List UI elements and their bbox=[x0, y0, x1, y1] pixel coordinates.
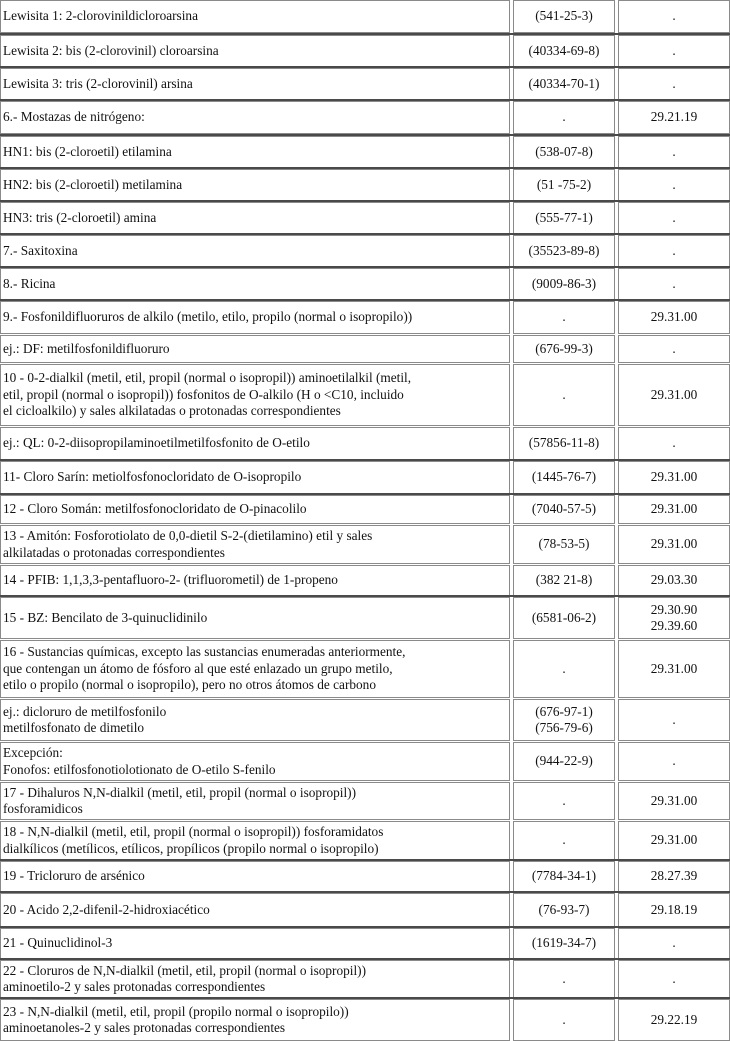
cas-number-text: (1619-34-7) bbox=[531, 935, 597, 951]
cas-number-text: (382 21-8) bbox=[535, 572, 593, 588]
substance-name-text: 22 - Cloruros de N,N-dialkil (metil, etil, propil (normal o isopropil)) aminoetilo-2 y sales protonadas correspondientes bbox=[3, 962, 367, 994]
tariff-code-cell bbox=[618, 893, 730, 927]
substance-name-cell bbox=[0, 68, 510, 100]
cas-number-cell bbox=[513, 364, 615, 426]
substance-name-cell bbox=[0, 525, 510, 564]
table-row bbox=[0, 427, 730, 460]
cas-number-cell bbox=[513, 461, 615, 494]
substance-name-text: 16 - Sustancias químicas, excepto las sustancias enumeradas anteriormente, que contengan un átomo de fósforo al que esté enlazado un grupo metilo, etilo o propilo (normal o isopropilo), pero no otros átomos de carbono bbox=[3, 644, 406, 693]
substance-name-text: 19 - Tricloruro de arsénico bbox=[3, 868, 145, 884]
tariff-code-cell bbox=[618, 782, 730, 820]
substance-name-cell bbox=[0, 335, 510, 363]
tariff-code-cell bbox=[618, 68, 730, 100]
cas-number-cell bbox=[513, 235, 615, 267]
tariff-code-text: 29.31.00 bbox=[650, 660, 698, 676]
table-row bbox=[0, 335, 730, 363]
tariff-code-cell bbox=[618, 169, 730, 201]
substance-name-cell bbox=[0, 742, 510, 781]
substance-name-cell bbox=[0, 960, 510, 998]
tariff-code-text: . bbox=[672, 209, 676, 225]
substance-name-cell bbox=[0, 268, 510, 300]
substance-name-cell bbox=[0, 235, 510, 267]
cas-number-cell bbox=[513, 136, 615, 168]
tariff-code-cell bbox=[618, 565, 730, 596]
tariff-code-text: 29.22.19 bbox=[650, 1011, 698, 1027]
substance-name-text: 13 - Amitón: Fosforotiolato de 0,0-dietil S-2-(dietilamino) etil y sales alkilatadas o protonadas correspondientes bbox=[3, 528, 373, 560]
tariff-code-text: 29.31.00 bbox=[650, 536, 698, 552]
substance-name-text: 17 - Dihaluros N,N-dialkil (metil, etil, propil (normal o isopropil)) fosforamidicos bbox=[3, 784, 357, 816]
substance-name-cell bbox=[0, 0, 510, 33]
substance-name-text: 14 - PFIB: 1,1,3,3-pentafluoro-2- (trifluorometil) de 1-propeno bbox=[3, 572, 338, 588]
cas-number-text: (57856-11-8) bbox=[528, 435, 600, 451]
cas-number-text: (40334-69-8) bbox=[528, 42, 600, 58]
table-row bbox=[0, 461, 730, 494]
cas-number-text: . bbox=[562, 832, 566, 848]
table-row bbox=[0, 268, 730, 300]
cas-number-cell bbox=[513, 960, 615, 998]
tariff-code-cell bbox=[618, 640, 730, 698]
tariff-code-cell bbox=[618, 301, 730, 334]
tariff-code-text: . bbox=[672, 275, 676, 291]
substance-name-cell bbox=[0, 782, 510, 820]
table-row bbox=[0, 169, 730, 201]
substance-name-text: 10 - 0-2-dialkil (metil, etil, propil (normal o isopropil)) aminoetilalkil (metil, etil, propil (normal o isopropil)) fosfonitos de O-alkilo (H o <C10, incluido el cicloalkilo) y sales alkilatadas o protonadas correspondientes bbox=[3, 370, 412, 419]
cas-number-text: (555-77-1) bbox=[535, 209, 593, 225]
table-row bbox=[0, 640, 730, 698]
cas-number-text: (676-99-3) bbox=[535, 340, 593, 356]
substance-name-cell bbox=[0, 999, 510, 1041]
tariff-code-cell bbox=[618, 268, 730, 300]
tariff-code-cell bbox=[618, 0, 730, 33]
tariff-code-text: 29.31.00 bbox=[650, 832, 698, 848]
cas-number-cell bbox=[513, 202, 615, 234]
cas-number-text: (35523-89-8) bbox=[528, 242, 600, 258]
substance-name-cell bbox=[0, 136, 510, 168]
substance-name-text: 8.- Ricina bbox=[3, 275, 56, 291]
table-row bbox=[0, 699, 730, 741]
cas-number-cell bbox=[513, 861, 615, 892]
cas-number-text: (6581-06-2) bbox=[531, 609, 597, 625]
substance-name-text: ej.: QL: 0-2-diisopropilaminoetilmetilfosfonito de O-etilo bbox=[3, 435, 310, 451]
cas-number-text: . bbox=[562, 309, 566, 325]
tariff-code-text: . bbox=[672, 340, 676, 356]
cas-number-cell bbox=[513, 928, 615, 959]
cas-number-cell bbox=[513, 640, 615, 698]
tariff-code-text: 29.18.19 bbox=[650, 901, 698, 917]
substance-name-cell bbox=[0, 301, 510, 334]
substance-name-cell bbox=[0, 35, 510, 67]
tariff-code-text: 29.31.00 bbox=[650, 386, 698, 402]
cas-number-cell bbox=[513, 101, 615, 134]
cas-number-cell bbox=[513, 169, 615, 201]
cas-number-text: . bbox=[562, 1011, 566, 1027]
cas-number-text: (944-22-9) bbox=[535, 753, 593, 769]
substance-name-cell bbox=[0, 495, 510, 524]
substance-name-cell bbox=[0, 893, 510, 927]
cas-number-cell bbox=[513, 495, 615, 524]
substance-name-cell bbox=[0, 427, 510, 460]
cas-number-cell bbox=[513, 893, 615, 927]
tariff-code-text: . bbox=[672, 242, 676, 258]
substance-name-text: ej.: DF: metilfosfonildifluoruro bbox=[3, 340, 170, 356]
cas-number-cell bbox=[513, 335, 615, 363]
cas-number-text: (538-07-8) bbox=[535, 143, 593, 159]
table-row bbox=[0, 0, 730, 33]
tariff-code-text: . bbox=[672, 435, 676, 451]
substance-name-text: Lewisita 1: 2-clorovinildicloroarsina bbox=[3, 8, 198, 24]
cas-number-text: . bbox=[562, 109, 566, 125]
substance-name-cell bbox=[0, 928, 510, 959]
tariff-code-text: 29.31.00 bbox=[650, 501, 698, 517]
tariff-code-cell bbox=[618, 136, 730, 168]
cas-number-text: . bbox=[562, 660, 566, 676]
table-row bbox=[0, 861, 730, 892]
cas-number-cell bbox=[513, 699, 615, 741]
table-row bbox=[0, 821, 730, 860]
cas-number-cell bbox=[513, 301, 615, 334]
table-row bbox=[0, 525, 730, 564]
tariff-code-text: . bbox=[672, 753, 676, 769]
cas-number-text: (1445-76-7) bbox=[531, 469, 597, 485]
substance-name-text: 9.- Fosfonildifluoruros de alkilo (metilo, etilo, propilo (normal o isopropilo)) bbox=[3, 309, 413, 325]
substance-name-cell bbox=[0, 821, 510, 860]
table-row bbox=[0, 202, 730, 234]
cas-number-cell bbox=[513, 742, 615, 781]
cas-number-cell bbox=[513, 525, 615, 564]
cas-number-text: (9009-86-3) bbox=[531, 275, 597, 291]
substance-name-cell bbox=[0, 364, 510, 426]
tariff-code-text: . bbox=[672, 143, 676, 159]
substance-name-text: Lewisita 3: tris (2-clorovinil) arsina bbox=[3, 75, 193, 91]
tariff-code-text: 29.03.30 bbox=[650, 572, 698, 588]
substance-name-text: Lewisita 2: bis (2-clorovinil) cloroarsina bbox=[3, 42, 219, 58]
tariff-code-text: 29.31.00 bbox=[650, 792, 698, 808]
substance-name-text: 23 - N,N-dialkil (metil, etil, propil (propilo normal o isopropilo)) aminoetanoles-2 y sales protonadas correspondientes bbox=[3, 1003, 349, 1035]
cas-number-cell bbox=[513, 0, 615, 33]
substance-name-cell bbox=[0, 101, 510, 134]
table-row bbox=[0, 742, 730, 781]
tariff-code-cell bbox=[618, 202, 730, 234]
tariff-code-text: . bbox=[672, 8, 676, 24]
tariff-code-cell bbox=[618, 821, 730, 860]
table-row bbox=[0, 35, 730, 67]
tariff-code-cell bbox=[618, 960, 730, 998]
table-row bbox=[0, 364, 730, 426]
cas-number-cell bbox=[513, 268, 615, 300]
tariff-code-text: 29.31.00 bbox=[650, 469, 698, 485]
substance-name-text: 11- Cloro Sarín: metiolfosfonocloridato de O-isopropilo bbox=[3, 469, 302, 485]
table-row bbox=[0, 136, 730, 168]
table-row bbox=[0, 495, 730, 524]
substance-name-cell bbox=[0, 565, 510, 596]
cas-number-text: (7784-34-1) bbox=[531, 868, 597, 884]
tariff-code-cell bbox=[618, 999, 730, 1041]
substance-name-cell bbox=[0, 597, 510, 639]
tariff-code-text: . bbox=[672, 711, 676, 727]
cas-number-cell bbox=[513, 999, 615, 1041]
substance-name-text: 21 - Quinuclidinol-3 bbox=[3, 935, 113, 951]
cas-number-cell bbox=[513, 565, 615, 596]
substance-name-cell bbox=[0, 861, 510, 892]
tariff-code-text: . bbox=[672, 75, 676, 91]
tariff-code-cell bbox=[618, 597, 730, 639]
cas-number-text: . bbox=[562, 970, 566, 986]
substance-name-cell bbox=[0, 169, 510, 201]
tariff-code-cell bbox=[618, 742, 730, 781]
substance-name-cell bbox=[0, 461, 510, 494]
tariff-code-cell bbox=[618, 364, 730, 426]
tariff-code-cell bbox=[618, 461, 730, 494]
tariff-code-cell bbox=[618, 495, 730, 524]
substance-name-text: 6.- Mostazas de nitrógeno: bbox=[3, 109, 145, 125]
table-row bbox=[0, 68, 730, 100]
cas-number-text: (40334-70-1) bbox=[528, 75, 600, 91]
substance-name-text: HN1: bis (2-cloroetil) etilamina bbox=[3, 143, 172, 159]
cas-number-text: . bbox=[562, 792, 566, 808]
cas-number-text: (78-53-5) bbox=[538, 536, 590, 552]
tariff-code-text: 29.31.00 bbox=[650, 309, 698, 325]
cas-number-text: (676-97-1) (756-79-6) bbox=[535, 703, 593, 735]
cas-number-cell bbox=[513, 68, 615, 100]
table-row bbox=[0, 597, 730, 639]
substance-name-text: Excepción: Fonofos: etilfosfonotiolotionato de O-etilo S-fenilo bbox=[3, 745, 276, 777]
cas-number-cell bbox=[513, 427, 615, 460]
substance-name-text: 7.- Saxitoxina bbox=[3, 242, 78, 258]
table-row bbox=[0, 565, 730, 596]
tariff-code-cell bbox=[618, 35, 730, 67]
tariff-code-text: 29.30.90 29.39.60 bbox=[650, 601, 698, 633]
tariff-code-cell bbox=[618, 235, 730, 267]
substance-name-text: ej.: dicloruro de metilfosfonilo metilfosfonato de dimetilo bbox=[3, 703, 167, 735]
cas-number-text: . bbox=[562, 386, 566, 402]
cas-number-cell bbox=[513, 821, 615, 860]
substance-name-text: HN2: bis (2-cloroetil) metilamina bbox=[3, 176, 183, 192]
tariff-code-cell bbox=[618, 427, 730, 460]
tariff-code-text: . bbox=[672, 42, 676, 58]
tariff-code-cell bbox=[618, 525, 730, 564]
tariff-code-text: . bbox=[672, 935, 676, 951]
substance-name-text: 18 - N,N-dialkil (metil, etil, propil (normal o isopropil)) fosforamidatos dialkílicos (metílicos, etílicos, propílicos (propilo normal o isopropilo) bbox=[3, 824, 384, 856]
tariff-code-text: . bbox=[672, 176, 676, 192]
cas-number-text: (76-93-7) bbox=[538, 901, 590, 917]
substance-name-cell bbox=[0, 699, 510, 741]
cas-number-cell bbox=[513, 782, 615, 820]
table-row bbox=[0, 235, 730, 267]
substance-name-text: 12 - Cloro Somán: metilfosfonocloridato de O-pinacolilo bbox=[3, 501, 307, 517]
tariff-code-cell bbox=[618, 335, 730, 363]
substance-name-text: 20 - Acido 2,2-difenil-2-hidroxiacético bbox=[3, 901, 210, 917]
substance-name-text: HN3: tris (2-cloroetil) amina bbox=[3, 209, 157, 225]
table-row bbox=[0, 928, 730, 959]
cas-number-text: (51 -75-2) bbox=[536, 176, 592, 192]
tariff-code-cell bbox=[618, 699, 730, 741]
tariff-code-text: 28.27.39 bbox=[650, 868, 698, 884]
table-row bbox=[0, 101, 730, 134]
cas-number-text: (7040-57-5) bbox=[531, 501, 597, 517]
cas-number-cell bbox=[513, 35, 615, 67]
tariff-code-text: 29.21.19 bbox=[650, 109, 698, 125]
cas-number-text: (541-25-3) bbox=[535, 8, 593, 24]
table-row bbox=[0, 782, 730, 820]
tariff-code-cell bbox=[618, 101, 730, 134]
table-row bbox=[0, 960, 730, 998]
tariff-code-cell bbox=[618, 928, 730, 959]
tariff-code-cell bbox=[618, 861, 730, 892]
cas-number-cell bbox=[513, 597, 615, 639]
table-row bbox=[0, 999, 730, 1041]
substance-name-cell bbox=[0, 202, 510, 234]
table-row bbox=[0, 301, 730, 334]
tariff-code-text: . bbox=[672, 970, 676, 986]
substance-name-text: 15 - BZ: Bencilato de 3-quinuclidinilo bbox=[3, 609, 208, 625]
substance-name-cell bbox=[0, 640, 510, 698]
table-row bbox=[0, 893, 730, 927]
